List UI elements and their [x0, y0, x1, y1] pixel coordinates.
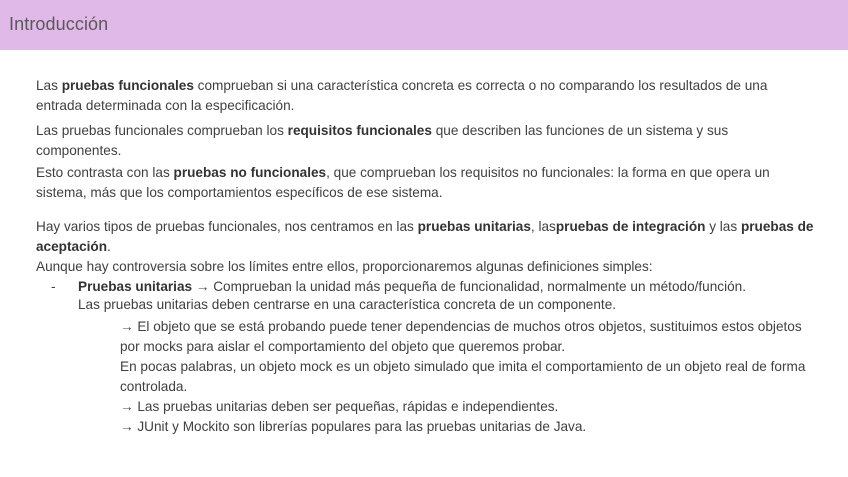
text: → Comprueban la unidad más pequeña de funcionalidad, normalmente un método/función. — [192, 279, 747, 294]
paragraph-non-functional — [36, 163, 816, 203]
bold-term: Pruebas unitarias — [78, 279, 193, 294]
sub-item-mocks: → El objeto que se está probando puede tener dependencias de muchos otros objetos, sustituimos estos objetos por mocks para aislar el comportamiento del objeto que queremos probar. — [120, 319, 802, 354]
text: , las — [530, 219, 556, 234]
bold-term: pruebas unitarias — [417, 219, 531, 234]
slide-body — [36, 76, 816, 437]
bullet-dash: - — [51, 279, 56, 294]
paragraph-functional-tests — [36, 76, 816, 116]
bold-term: pruebas de integración — [555, 219, 706, 234]
paragraph-test-types — [36, 217, 816, 257]
slide-title: Introducción — [9, 14, 109, 34]
bullet-unit-tests — [36, 277, 816, 297]
sub-item-mock-definition: En pocas palabras, un objeto mock es un objeto simulado que imita el comportamiento de un objeto real de forma controlada. — [120, 359, 806, 394]
slide-header — [0, 0, 848, 50]
paragraph-definitions-intro: Aunque hay controversia sobre los límites entre ellos, proporcionaremos algunas definiciones simples: — [36, 259, 653, 274]
text: . — [107, 239, 111, 254]
sub-item-small-fast: → Las pruebas unitarias deben ser pequeñas, rápidas e independientes. — [120, 399, 559, 414]
paragraph-functional-requirements — [36, 121, 816, 161]
bold-term: requisitos funcionales — [287, 123, 432, 138]
text: , que comprueban los requisitos no funcionales: la forma en que opera un sistema, más que los comportamientos específicos de ese sistema. — [36, 165, 770, 200]
bold-term: pruebas no funcionales — [173, 165, 327, 180]
text: Esto contrasta con las — [36, 165, 174, 180]
bold-term: pruebas de aceptación — [36, 219, 814, 254]
sub-item-junit-mockito: → JUnit y Mockito son librerías populares para las pruebas unitarias de Java. — [120, 419, 587, 434]
bold-term: pruebas funcionales — [61, 78, 194, 93]
text: que describen las funciones de un sistema y sus componentes. — [36, 123, 729, 158]
text: Las — [36, 78, 62, 93]
sub-list — [36, 317, 816, 437]
text: comprueban si una característica concreta es correcta o no comparando los resultados de una entrada determinada con la especificación. — [36, 78, 768, 113]
text: y las — [705, 219, 741, 234]
bullet-continuation: Las pruebas unitarias deben centrarse en una característica concreta de un componente. — [78, 297, 617, 312]
text: Las pruebas funcionales comprueban los — [36, 123, 288, 138]
text: Hay varios tipos de pruebas funcionales, nos centramos en las — [36, 219, 418, 234]
